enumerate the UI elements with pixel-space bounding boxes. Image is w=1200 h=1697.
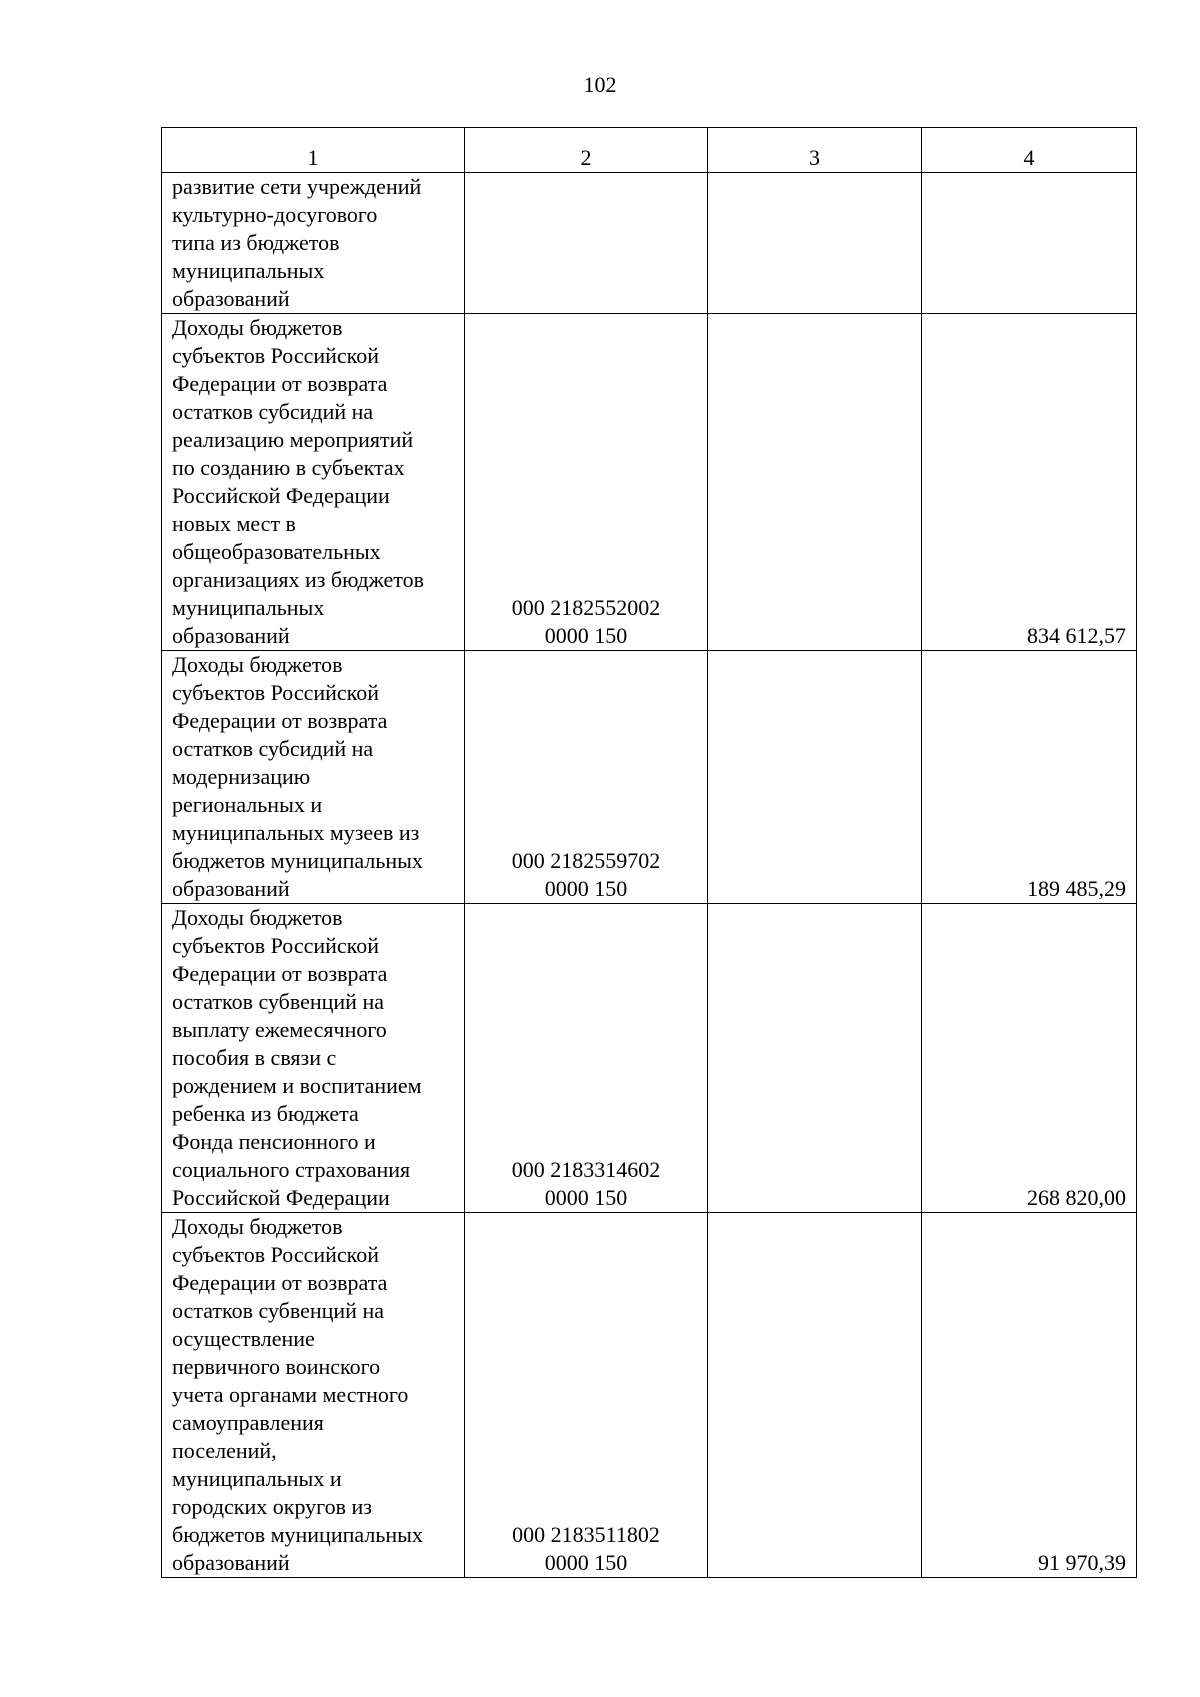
column-header-3: 3 bbox=[708, 128, 922, 173]
row-name-text: Доходы бюджетов субъектов Российской Федерации от возврата остатков субвенций на выплату ежемесячного пособия в связи с рождением и воспитанием ребенка из бюджета Фонда пенсионного и социального страхования Российской Федерации bbox=[172, 905, 422, 1210]
row-col3-cell bbox=[708, 651, 922, 904]
row-name-text: Доходы бюджетов субъектов Российской Федерации от возврата остатков субвенций на осуществление первичного воинского учета органами местного самоуправления поселений, муниципальных и городских округов из бюджетов муниципальных образований bbox=[172, 1214, 423, 1575]
table-row bbox=[162, 314, 1137, 651]
row-code-cell bbox=[465, 173, 708, 314]
row-name-cell bbox=[162, 173, 465, 314]
table-header-row bbox=[162, 128, 1137, 173]
column-header-2: 2 bbox=[465, 128, 708, 173]
row-name-cell bbox=[162, 1213, 465, 1578]
row-col3-cell bbox=[708, 904, 922, 1213]
row-col3-cell bbox=[708, 173, 922, 314]
table-row bbox=[162, 1213, 1137, 1578]
row-amount-cell: 91 970,39 bbox=[922, 1213, 1137, 1578]
row-amount-cell: 189 485,29 bbox=[922, 651, 1137, 904]
budget-income-table bbox=[161, 127, 1137, 1578]
row-col3-cell bbox=[708, 314, 922, 651]
table-row bbox=[162, 651, 1137, 904]
page-number: 102 bbox=[583, 72, 617, 97]
row-name-text: Доходы бюджетов субъектов Российской Федерации от возврата остатков субсидий на модернизацию региональных и муниципальных музеев из бюджетов муниципальных образований bbox=[172, 652, 423, 901]
row-code-cell: 000 2182559702 0000 150 bbox=[465, 651, 708, 904]
row-amount-cell: 834 612,57 bbox=[922, 314, 1137, 651]
column-header-4: 4 bbox=[922, 128, 1137, 173]
row-amount-cell: 268 820,00 bbox=[922, 904, 1137, 1213]
column-header-1: 1 bbox=[162, 128, 465, 173]
row-name-text: развитие сети учреждений культурно-досугового типа из бюджетов муниципальных образований bbox=[172, 174, 422, 311]
row-col3-cell bbox=[708, 1213, 922, 1578]
row-name-text: Доходы бюджетов субъектов Российской Федерации от возврата остатков субсидий на реализацию мероприятий по созданию в субъектах Российской Федерации новых мест в общеобразовательных организациях из бюджетов муниципальных образований bbox=[172, 315, 425, 648]
table-row bbox=[162, 173, 1137, 314]
row-name-cell bbox=[162, 651, 465, 904]
row-code-cell: 000 2182552002 0000 150 bbox=[465, 314, 708, 651]
row-code-cell: 000 2183314602 0000 150 bbox=[465, 904, 708, 1213]
row-name-cell bbox=[162, 904, 465, 1213]
row-amount-cell bbox=[922, 173, 1137, 314]
table-row bbox=[162, 904, 1137, 1213]
row-name-cell bbox=[162, 314, 465, 651]
row-code-cell: 000 2183511802 0000 150 bbox=[465, 1213, 708, 1578]
